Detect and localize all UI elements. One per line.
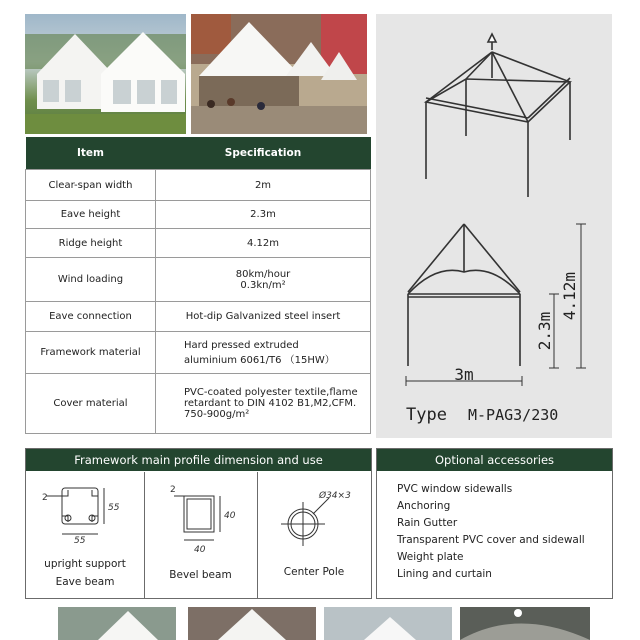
dim-ridge-label: 4.12m	[560, 271, 579, 321]
photo-pagoda-tents-pair	[25, 14, 186, 134]
row-item: Framework material	[26, 332, 156, 374]
row-item: Clear-span width	[26, 170, 156, 201]
bevel-profile-icon	[144, 476, 257, 556]
row-spec: 80km/hour 0.3kn/m²	[156, 258, 371, 302]
row-item: Cover material	[26, 374, 156, 434]
specification-table	[25, 137, 371, 434]
dim-width: 40	[194, 545, 206, 555]
row-spec: PVC-coated polyester textile,flame retardant to DIN 4102 B1,M2,CFM. 750-900g/m²	[156, 374, 371, 434]
tent-frame-drawing	[376, 14, 612, 438]
photo-bottom-1	[58, 607, 176, 640]
row-item: Wind loading	[26, 258, 156, 302]
dim-height: 40	[224, 511, 236, 521]
accessory-item: Rain Gutter	[397, 517, 458, 529]
accessory-item: Transparent PVC cover and sidewall	[397, 534, 585, 546]
accessory-item: PVC window sidewalls	[397, 483, 513, 495]
upright-caption-2: Eave beam	[55, 576, 115, 588]
dim-thickness: 2	[42, 493, 48, 503]
profile-title: Framework main profile dimension and use	[26, 449, 371, 471]
row-spec: Hard pressed extruded aluminium 6061/T6 （15HW）	[156, 332, 371, 374]
row-item: Eave connection	[26, 302, 156, 332]
row-spec: 4.12m	[156, 229, 371, 258]
center-pole-caption: Center Pole	[283, 566, 345, 578]
accessory-item: Anchoring	[397, 500, 451, 512]
row-item: Ridge height	[26, 229, 156, 258]
profile-upright	[26, 472, 145, 598]
column-header-specification: Specification	[156, 137, 371, 170]
row-item: Eave height	[26, 201, 156, 229]
optional-accessories-box	[376, 448, 613, 599]
upright-profile-icon	[26, 476, 144, 546]
accessory-item: Lining and curtain	[397, 568, 492, 580]
row-spec: 2m	[156, 170, 371, 201]
column-header-item: Item	[26, 137, 156, 170]
row-spec: 2.3m	[156, 201, 371, 229]
profile-center-pole	[257, 472, 371, 598]
type-code: M-PAG3/230	[468, 406, 559, 424]
bevel-caption: Bevel beam	[169, 569, 232, 581]
tent-drawing-panel	[376, 14, 612, 438]
dim-diameter: Ø34×3	[319, 491, 351, 501]
type-label: Type	[406, 405, 447, 425]
dim-eave-label: 2.3m	[535, 311, 554, 351]
dim-thickness: 2	[170, 485, 176, 495]
center-pole-profile-icon	[257, 476, 371, 556]
photo-tent-market-street	[191, 14, 367, 134]
upright-caption-1: upright support	[44, 558, 126, 570]
profile-dimension-box	[25, 448, 372, 599]
accessory-item: Weight plate	[397, 551, 464, 563]
photo-bottom-3	[324, 607, 452, 640]
accessories-title: Optional accessories	[377, 449, 612, 471]
row-spec: Hot-dip Galvanized steel insert	[156, 302, 371, 332]
dim-width-label: 3m	[454, 365, 474, 384]
photo-bottom-4	[460, 607, 590, 640]
dim-height: 55	[108, 503, 120, 513]
profile-bevel	[144, 472, 258, 598]
dim-width: 55	[74, 536, 86, 546]
photo-bottom-2	[188, 607, 316, 640]
